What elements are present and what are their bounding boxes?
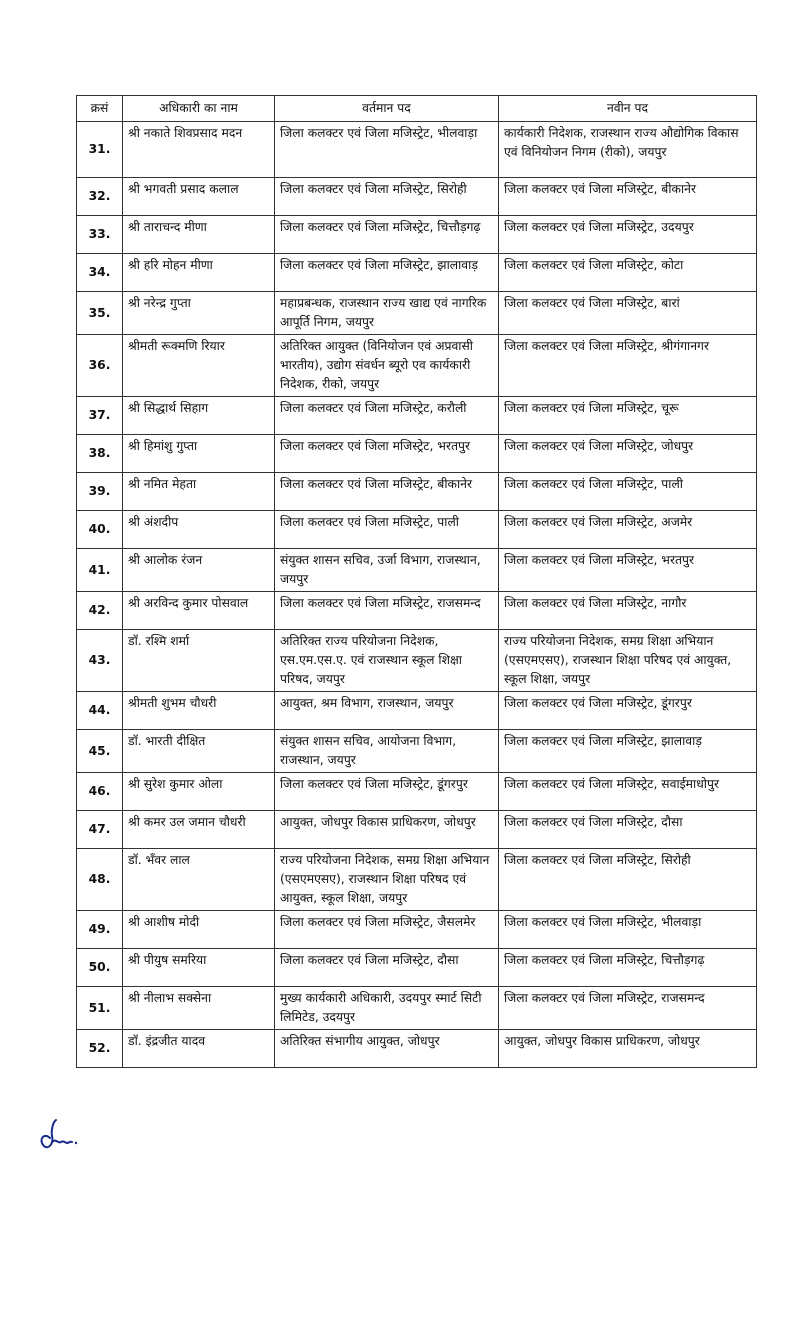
- current-post: संयुक्त शासन सचिव, उर्जा विभाग, राजस्थान, जयपुर: [275, 549, 499, 592]
- current-post: जिला कलक्टर एवं जिला मजिस्ट्रेट, भरतपुर: [275, 435, 499, 473]
- serial-number: 51.: [77, 987, 123, 1030]
- serial-number: 43.: [77, 630, 123, 692]
- officer-name: श्रीमती शुभम चौधरी: [123, 692, 275, 730]
- current-post: अतिरिक्त संभागीय आयुक्त, जोधपुर: [275, 1030, 499, 1068]
- new-post: जिला कलक्टर एवं जिला मजिस्ट्रेट, अजमेर: [499, 511, 757, 549]
- table-row: [77, 773, 757, 811]
- current-post: जिला कलक्टर एवं जिला मजिस्ट्रेट, दौसा: [275, 949, 499, 987]
- serial-number: 31.: [77, 122, 123, 178]
- officer-name: डॉ. भँवर लाल: [123, 849, 275, 911]
- header-current-post: वर्तमान पद: [275, 96, 499, 122]
- new-post: जिला कलक्टर एवं जिला मजिस्ट्रेट, भरतपुर: [499, 549, 757, 592]
- serial-number: 34.: [77, 254, 123, 292]
- serial-number: 52.: [77, 1030, 123, 1068]
- current-post: राज्य परियोजना निदेशक, समग्र शिक्षा अभियान (एसएमएसए), राजस्थान शिक्षा परिषद एवं आयुक्त, स्कूल शिक्षा, जयपुर: [275, 849, 499, 911]
- table-row: [77, 292, 757, 335]
- officer-name: श्री सुरेश कुमार ओला: [123, 773, 275, 811]
- new-post: जिला कलक्टर एवं जिला मजिस्ट्रेट, उदयपुर: [499, 216, 757, 254]
- current-post: आयुक्त, जोधपुर विकास प्राधिकरण, जोधपुर: [275, 811, 499, 849]
- table-body: [77, 122, 757, 1068]
- serial-number: 38.: [77, 435, 123, 473]
- new-post: जिला कलक्टर एवं जिला मजिस्ट्रेट, पाली: [499, 473, 757, 511]
- current-post: जिला कलक्टर एवं जिला मजिस्ट्रेट, राजसमन्द: [275, 592, 499, 630]
- new-post: जिला कलक्टर एवं जिला मजिस्ट्रेट, सिरोही: [499, 849, 757, 911]
- current-post: जिला कलक्टर एवं जिला मजिस्ट्रेट, झालावाड़: [275, 254, 499, 292]
- signature-mark: [36, 1116, 84, 1152]
- current-post: संयुक्त शासन सचिव, आयोजना विभाग, राजस्थान, जयपुर: [275, 730, 499, 773]
- table-row: [77, 730, 757, 773]
- new-post: आयुक्त, जोधपुर विकास प्राधिकरण, जोधपुर: [499, 1030, 757, 1068]
- table-row: [77, 397, 757, 435]
- officer-name: श्री हिमांशु गुप्ता: [123, 435, 275, 473]
- table-header-row: [77, 96, 757, 122]
- table-row: [77, 949, 757, 987]
- new-post: जिला कलक्टर एवं जिला मजिस्ट्रेट, बीकानेर: [499, 178, 757, 216]
- officer-name: श्री नमित मेहता: [123, 473, 275, 511]
- new-post: राज्य परियोजना निदेशक, समग्र शिक्षा अभियान (एसएमएसए), राजस्थान शिक्षा परिषद एवं आयुक्त, स्कूल शिक्षा, जयपुर: [499, 630, 757, 692]
- serial-number: 37.: [77, 397, 123, 435]
- officer-name: श्री अरविन्द कुमार पोसवाल: [123, 592, 275, 630]
- officer-name: श्री हरि मोहन मीणा: [123, 254, 275, 292]
- table-row: [77, 630, 757, 692]
- officer-name: श्री भगवती प्रसाद कलाल: [123, 178, 275, 216]
- current-post: आयुक्त, श्रम विभाग, राजस्थान, जयपुर: [275, 692, 499, 730]
- officer-name: श्री ताराचन्द मीणा: [123, 216, 275, 254]
- table-row: [77, 216, 757, 254]
- officers-transfer-table: [76, 95, 757, 1068]
- new-post: कार्यकारी निदेशक, राजस्थान राज्य औद्योगिक विकास एवं विनियोजन निगम (रीको), जयपुर: [499, 122, 757, 178]
- officer-name: श्री नकाते शिवप्रसाद मदन: [123, 122, 275, 178]
- current-post: जिला कलक्टर एवं जिला मजिस्ट्रेट, पाली: [275, 511, 499, 549]
- table-row: [77, 911, 757, 949]
- table-row: [77, 122, 757, 178]
- table-row: [77, 473, 757, 511]
- table-row: [77, 987, 757, 1030]
- serial-number: 40.: [77, 511, 123, 549]
- officer-name: श्रीमती रूक्मणि रियार: [123, 335, 275, 397]
- serial-number: 32.: [77, 178, 123, 216]
- current-post: जिला कलक्टर एवं जिला मजिस्ट्रेट, भीलवाड़ा: [275, 122, 499, 178]
- table-row: [77, 254, 757, 292]
- table-row: [77, 335, 757, 397]
- new-post: जिला कलक्टर एवं जिला मजिस्ट्रेट, बारां: [499, 292, 757, 335]
- table-row: [77, 178, 757, 216]
- current-post: महाप्रबन्धक, राजस्थान राज्य खाद्य एवं नागरिक आपूर्ति निगम, जयपुर: [275, 292, 499, 335]
- serial-number: 47.: [77, 811, 123, 849]
- serial-number: 46.: [77, 773, 123, 811]
- table-row: [77, 1030, 757, 1068]
- new-post: जिला कलक्टर एवं जिला मजिस्ट्रेट, भीलवाड़ा: [499, 911, 757, 949]
- header-officer-name: अधिकारी का नाम: [123, 96, 275, 122]
- serial-number: 33.: [77, 216, 123, 254]
- table-row: [77, 435, 757, 473]
- serial-number: 41.: [77, 549, 123, 592]
- new-post: जिला कलक्टर एवं जिला मजिस्ट्रेट, चूरू: [499, 397, 757, 435]
- header-serial: क्रसं: [77, 96, 123, 122]
- officer-name: डॉ. इंद्रजीत यादव: [123, 1030, 275, 1068]
- serial-number: 45.: [77, 730, 123, 773]
- current-post: जिला कलक्टर एवं जिला मजिस्ट्रेट, सिरोही: [275, 178, 499, 216]
- officer-name: श्री कमर उल जमान चौधरी: [123, 811, 275, 849]
- new-post: जिला कलक्टर एवं जिला मजिस्ट्रेट, जोधपुर: [499, 435, 757, 473]
- new-post: जिला कलक्टर एवं जिला मजिस्ट्रेट, नागौर: [499, 592, 757, 630]
- officer-name: श्री नीलाभ सक्सेना: [123, 987, 275, 1030]
- new-post: जिला कलक्टर एवं जिला मजिस्ट्रेट, चित्तौड़गढ़: [499, 949, 757, 987]
- serial-number: 39.: [77, 473, 123, 511]
- new-post: जिला कलक्टर एवं जिला मजिस्ट्रेट, श्रीगंगानगर: [499, 335, 757, 397]
- table-row: [77, 592, 757, 630]
- officer-name: डॉ. भारती दीक्षित: [123, 730, 275, 773]
- serial-number: 42.: [77, 592, 123, 630]
- serial-number: 48.: [77, 849, 123, 911]
- current-post: जिला कलक्टर एवं जिला मजिस्ट्रेट, बीकानेर: [275, 473, 499, 511]
- current-post: अतिरिक्त राज्य परियोजना निदेशक, एस.एम.एस.ए. एवं राजस्थान स्कूल शिक्षा परिषद, जयपुर: [275, 630, 499, 692]
- officer-name: श्री आशीष मोदी: [123, 911, 275, 949]
- serial-number: 50.: [77, 949, 123, 987]
- table-row: [77, 692, 757, 730]
- current-post: जिला कलक्टर एवं जिला मजिस्ट्रेट, करौली: [275, 397, 499, 435]
- current-post: मुख्य कार्यकारी अधिकारी, उदयपुर स्मार्ट सिटी लिमिटेड, उदयपुर: [275, 987, 499, 1030]
- new-post: जिला कलक्टर एवं जिला मजिस्ट्रेट, सवाईमाधोपुर: [499, 773, 757, 811]
- current-post: जिला कलक्टर एवं जिला मजिस्ट्रेट, डूंगरपुर: [275, 773, 499, 811]
- table-row: [77, 511, 757, 549]
- officer-name: डॉ. रश्मि शर्मा: [123, 630, 275, 692]
- new-post: जिला कलक्टर एवं जिला मजिस्ट्रेट, झालावाड़: [499, 730, 757, 773]
- table-row: [77, 849, 757, 911]
- current-post: जिला कलक्टर एवं जिला मजिस्ट्रेट, चित्तौड़गढ़: [275, 216, 499, 254]
- current-post: अतिरिक्त आयुक्त (विनियोजन एवं अप्रवासी भारतीय), उद्योग संवर्धन ब्यूरो एव कार्यकारी निदेशक, रीको, जयपुर: [275, 335, 499, 397]
- serial-number: 36.: [77, 335, 123, 397]
- new-post: जिला कलक्टर एवं जिला मजिस्ट्रेट, डूंगरपुर: [499, 692, 757, 730]
- new-post: जिला कलक्टर एवं जिला मजिस्ट्रेट, दौसा: [499, 811, 757, 849]
- serial-number: 44.: [77, 692, 123, 730]
- new-post: जिला कलक्टर एवं जिला मजिस्ट्रेट, कोटा: [499, 254, 757, 292]
- officer-name: श्री अंशदीप: [123, 511, 275, 549]
- header-new-post: नवीन पद: [499, 96, 757, 122]
- officer-name: श्री आलोक रंजन: [123, 549, 275, 592]
- new-post: जिला कलक्टर एवं जिला मजिस्ट्रेट, राजसमन्द: [499, 987, 757, 1030]
- serial-number: 49.: [77, 911, 123, 949]
- officer-name: श्री नरेन्द्र गुप्ता: [123, 292, 275, 335]
- serial-number: 35.: [77, 292, 123, 335]
- table-row: [77, 811, 757, 849]
- officer-name: श्री सिद्धार्थ सिहाग: [123, 397, 275, 435]
- table-row: [77, 549, 757, 592]
- officer-name: श्री पीयुष समरिया: [123, 949, 275, 987]
- current-post: जिला कलक्टर एवं जिला मजिस्ट्रेट, जैसलमेर: [275, 911, 499, 949]
